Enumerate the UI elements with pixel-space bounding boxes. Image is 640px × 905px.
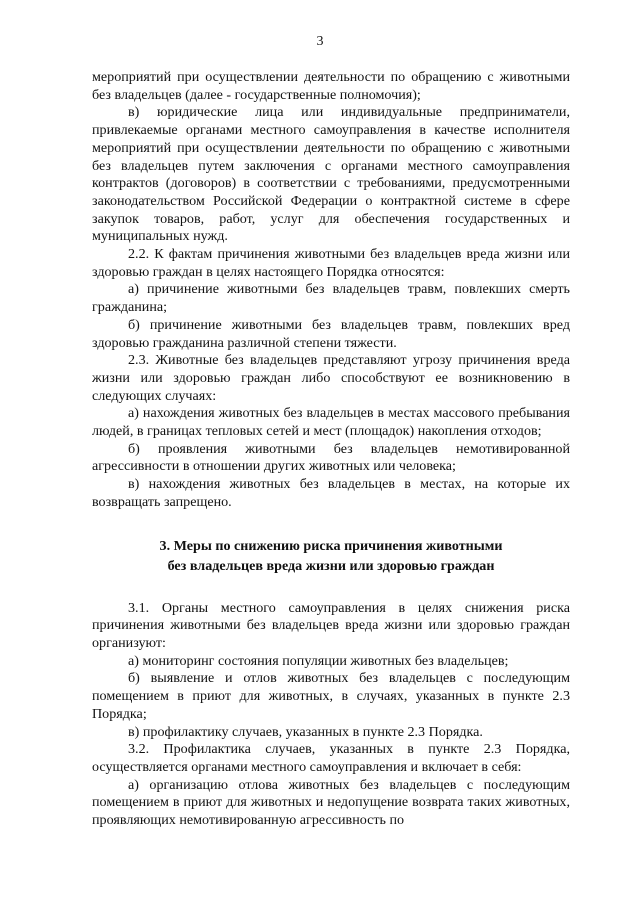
paragraph-3-2-a: а) организацию отлова животных без владельцев с последующим помещением в приют для животных и недопущение возврата таких животных, проявляющих немотивированную агрессивность по bbox=[92, 776, 570, 829]
section-3-heading-line-1: 3. Меры по снижению риска причинения животными bbox=[159, 537, 503, 554]
paragraph-2-3: 2.3. Животные без владельцев представляют угрозу причинения вреда жизни или здоровью граждан либо способствуют ее возникновению в следующих случаях: bbox=[92, 352, 570, 404]
section-3-heading bbox=[92, 536, 570, 576]
paragraph-3-1: 3.1. Органы местного самоуправления в целях снижения риска причинения животными без владельцев вреда жизни или здоровью граждан организуют: bbox=[92, 599, 570, 651]
paragraph-3-1-b: б) выявление и отлов животных без владельцев с последующим помещением в приют для животных, в случаях, указанных в пункте 2.3 Порядка; bbox=[92, 670, 570, 722]
page-number: 3 bbox=[316, 34, 324, 49]
paragraph-3-1-v: в) профилактику случаев, указанных в пункте 2.3 Порядка. bbox=[128, 723, 483, 740]
paragraph-2-2: 2.2. К фактам причинения животными без владельцев вреда жизни или здоровью граждан в целях настоящего Порядка относятся: bbox=[92, 246, 570, 280]
document-body bbox=[92, 69, 570, 830]
paragraph-2-2-b: б) причинение животными без владельцев травм, повлекших вред здоровью гражданина различной степени тяжести. bbox=[92, 316, 570, 351]
paragraph-continuation: мероприятий при осуществлении деятельности по обращению с животными без владельцев (далее - государственные полномочия); bbox=[92, 69, 570, 103]
paragraph-item-v-legal-entities: в) юридические лица или индивидуальные предприниматели, привлекаемые органами местного самоуправления в качестве исполнителя мероприятий при осуществлении деятельности по обращению с животными без владельцев путем заключения с органами местного самоуправления контрактов (договоров) в соответствии с требованиями, предусмотренными законодательством Российской Федерации о контрактной системе в сфере закупок товаров, работ, услуг для обеспечения государственных и муниципальных нужд. bbox=[92, 104, 570, 245]
paragraph-3-1-a: а) мониторинг состояния популяции животных без владельцев; bbox=[128, 652, 509, 669]
section-3-heading-line-2: без владельцев вреда жизни или здоровью граждан bbox=[167, 557, 495, 574]
paragraph-2-2-a: а) причинение животными без владельцев травм, повлекших смерть гражданина; bbox=[92, 281, 570, 316]
paragraph-2-3-b: б) проявления животными без владельцев немотивированной агрессивности в отношении других животных или человека; bbox=[92, 440, 570, 475]
paragraph-3-2: 3.2. Профилактика случаев, указанных в пункте 2.3 Порядка, осуществляется органами местного самоуправления и включает в себя: bbox=[92, 741, 570, 775]
paragraph-2-3-a: а) нахождения животных без владельцев в местах массового пребывания людей, в границах тепловых сетей и мест (площадок) накопления отходов; bbox=[92, 405, 570, 440]
paragraph-2-3-v: в) нахождения животных без владельцев в местах, на которые их возвращать запрещено. bbox=[92, 476, 570, 510]
